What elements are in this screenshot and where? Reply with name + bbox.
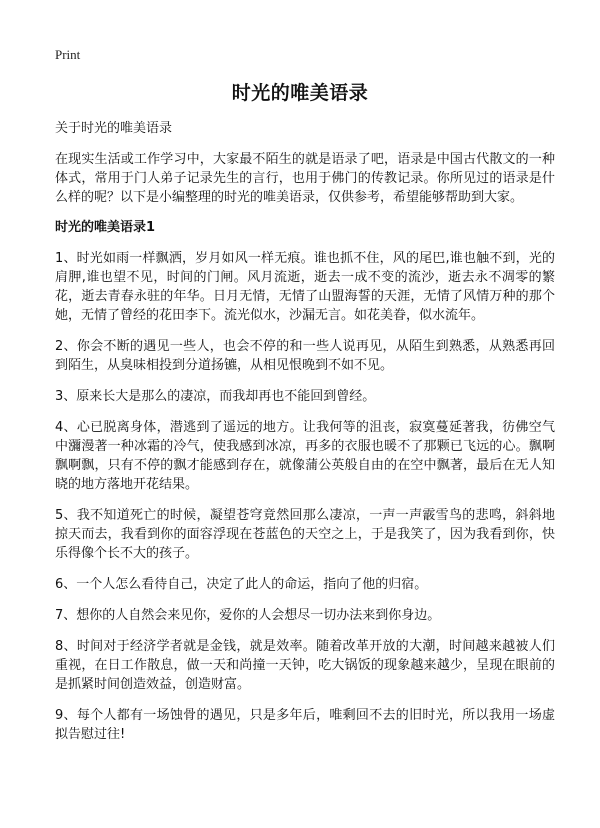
print-link[interactable]: Print xyxy=(55,47,81,62)
quote-item-9: 9、每个人都有一场蚀骨的遇见，只是多年后，唯剩回不去的旧时光，所以我用一场虚拟告慰过往! xyxy=(55,708,555,742)
quote-item-5: 5、我不知道死亡的时候，凝望苍穹竟然回那么凄凉，一声一声霰雪鸟的悲鸣，斜斜地掠天而去，我看到你的面容浮现在苍蓝色的天空之上，于是我笑了，因为我看到你，快乐得像个长不大的孩子。 xyxy=(55,508,555,561)
section-heading: 时光的唯美语录1 xyxy=(55,220,156,235)
quote-item-6: 6、一个人怎么看待自己，决定了此人的命运，指向了他的归宿。 xyxy=(55,577,428,592)
quote-item-4: 4、心已脱离身体，潜逃到了遥远的地方。让我何等的沮丧，寂寞蔓延著我，彷佛空气中瀰漫著一种冰霜的冷气，使我感到冰凉，再多的衣服也暖不了那颗已飞远的心。飘啊飘啊飘，只有不停的飘才能感到存在，就像蒲公英般自由的在空中飘著，最后在无人知晓的地方落地开花结果。 xyxy=(55,420,555,492)
article-body xyxy=(55,120,555,756)
quote-item-2: 2、你会不断的遇见一些人，也会不停的和一些人说再见，从陌生到熟悉，从熟悉再回到陌生，从臭味相投到分道扬镳，从相见恨晚到不如不见。 xyxy=(55,339,555,373)
quote-item-8: 8、时间对于经济学者就是金钱，就是效率。随着改革开放的大潮，时间越来越被人们重视，在日工作散息，做一天和尚撞一天钟，吃大锅饭的现象越来越少，呈现在眼前的是抓紧时间创造效益，创造财富。 xyxy=(55,639,555,692)
article-subtitle: 关于时光的唯美语录 xyxy=(55,121,173,136)
page-title: 时光的唯美语录 xyxy=(231,82,369,104)
quote-item-1: 1、时光如雨一样飘洒，岁月如风一样无痕。谁也抓不住，风的尾巴,谁也触不到，光的肩胛,谁也望不见，时间的门闸。风月流逝，逝去一成不变的流沙，逝去永不凋零的繁花，逝去青春永驻的年华。日月无情，无情了山盟海誓的天涯，无情了风情万种的那个她，无情了曾经的花田李下。流光似水，沙漏无言。如花美眷，似水流年。 xyxy=(55,251,555,323)
intro-paragraph: 在现实生活或工作学习中，大家最不陌生的就是语录了吧，语录是中国古代散文的一种体式，常用于门人弟子记录先生的言行，也用于佛门的传教记录。你所见过的语录是什么样的呢？以下是小编整理的时光的唯美语录，仅供参考，希望能够帮助到大家。 xyxy=(55,152,555,205)
quote-item-3: 3、原来长大是那么的凄凉，而我却再也不能回到曾经。 xyxy=(55,389,376,404)
quote-item-7: 7、想你的人自然会来见你，爱你的人会想尽一切办法来到你身边。 xyxy=(55,608,441,623)
